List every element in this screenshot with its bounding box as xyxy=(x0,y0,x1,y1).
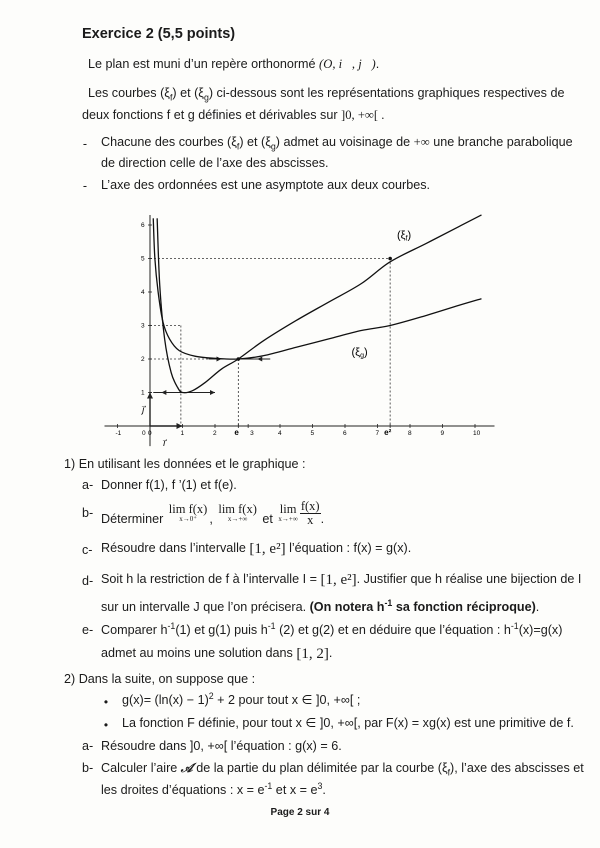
key-point xyxy=(237,357,241,361)
x-tick-label: -1 xyxy=(115,430,122,437)
x-tick-label: e xyxy=(234,428,239,437)
y-tick-label: 6 xyxy=(141,222,145,229)
intro-line-1: Le plan est muni d’un repère orthonormé (O, i⃗, j⃗). xyxy=(88,57,380,71)
unit-vector-i-label: i⃗ xyxy=(163,438,166,448)
y-tick-label: 3 xyxy=(141,322,145,330)
curve-g xyxy=(153,218,481,359)
q2-b-line-1: Calculer l’aire 𝒜 de la partie du plan délimitée par la courbe $(\xi_f)$, l’axe des abscisses et xyxy=(101,761,584,778)
bullet-1-line-1: Chacune des courbes $(\xi_f)$ et $(\xi_g)$ admet au voisinage de +∞ une branche parabolique xyxy=(101,135,573,152)
unit-vector-j-arrow xyxy=(147,393,153,399)
x-tick-label: 3 xyxy=(250,430,254,437)
x-tick-label: 0 xyxy=(148,430,152,437)
unit-vector-i-arrow xyxy=(177,423,183,429)
x-tick-label: 2 xyxy=(213,430,217,437)
y-tick-label: 5 xyxy=(141,255,145,263)
intro-line-2: Les courbes $(\xi_f)$ et $(\xi_g)$ ci-dessous sont les représentations graphiques respectives de xyxy=(88,86,565,103)
graph-ticks xyxy=(116,222,481,437)
x-tick-label: 1 xyxy=(180,430,185,437)
q2-header: 2) Dans la suite, on suppose que : xyxy=(64,672,256,686)
q2-b-letter: b- xyxy=(82,761,94,775)
q1-d-line-2: sur un intervalle J que l’on précisera. (On notera $h^{-1}$ sa fonction réciproque). xyxy=(101,597,540,614)
q2-a-text: Résoudre dans ]0, +∞[ l’équation : g(x) = 6. xyxy=(101,739,342,753)
curve-label-g: (ξg) xyxy=(351,346,368,360)
x-tick-label: 6 xyxy=(343,430,347,437)
y-tick-label: 4 xyxy=(141,289,145,296)
q2-bullet-1: $g(x)= (\ln(x) - 1)^2 + 2$ pour tout x ∈ ]0, +∞[ ; xyxy=(122,690,361,707)
x-tick-label: 4 xyxy=(278,430,282,437)
tangent-arrow xyxy=(210,390,215,395)
graph-curves xyxy=(153,215,481,393)
q2-bullet-2: La fonction F définie, pour tout x ∈ ]0, +∞[, par F(x) = xg(x) est une primitive de f. xyxy=(122,716,574,730)
curve-label-f: (ξf) xyxy=(397,229,412,243)
q1-b-text: Déterminer lim f(x) x→0⁺ , lim f(x) x→+∞ et lim x→+∞ $\frac{f(x)}{x}$ . xyxy=(101,499,325,528)
q1-a-letter: a- xyxy=(82,478,94,492)
bullet-dot: • xyxy=(103,718,109,732)
x-tick-label: 10 xyxy=(473,430,481,437)
dash-marker: - xyxy=(82,137,88,151)
q2-b-line-2: les droites d’équations : $x = e^{-1}$ et $x = e^3$. xyxy=(101,780,326,797)
q1-e-letter: e- xyxy=(82,623,94,637)
tangent-arrow xyxy=(161,390,166,395)
x-tick-label: 7 xyxy=(375,430,380,437)
limit-at-infinity: lim f(x) x→+∞ xyxy=(218,502,257,523)
y-tick-label: 2 xyxy=(141,356,145,363)
limit-ratio: lim x→+∞ xyxy=(278,502,298,523)
intro-line-3: deux fonctions f et g définies et dérivables sur ]0, +∞[ . xyxy=(82,108,385,122)
x-tick-label: 5 xyxy=(310,430,315,437)
q1-c-text: Résoudre dans l’intervalle [1, e²] l’équation : f(x) = g(x). xyxy=(101,541,412,557)
graph-guides xyxy=(150,259,390,427)
key-point xyxy=(388,257,392,261)
page-footer: Page 2 sur 4 xyxy=(270,807,330,818)
curve-f xyxy=(157,215,481,393)
bullet-dot: • xyxy=(103,695,109,709)
q1-a-text: Donner f(1), f ’(1) et f(e). xyxy=(101,478,237,492)
q1-e-line-1: Comparer $h^{-1}(1)$ et g(1) puis $h^{-1}$ (2) et g(2) et en déduire que l’équation : $h^{-1}(x)=g(x)$ xyxy=(101,620,563,637)
q1-d-letter: d- xyxy=(82,574,94,588)
q2-a-letter: a- xyxy=(82,739,94,753)
x-tick-label: e² xyxy=(384,428,392,437)
origin-label: 0 xyxy=(142,430,146,437)
bullet-1-line-2: de direction celle de l’axe des abscisses. xyxy=(101,156,329,170)
q1-e-line-2: admet au moins une solution dans [1, 2]. xyxy=(101,646,333,662)
function-graph xyxy=(100,200,520,450)
bullet-2-line-1: L’axe des ordonnées est une asymptote aux deux courbes. xyxy=(101,178,431,192)
limit-at-zero: lim f(x) x→0⁺ xyxy=(168,502,208,523)
y-tick-label: 1 xyxy=(141,389,145,397)
q1-d-line-1: Soit h la restriction de f à l’intervalle I = [1, e²]. Justifier que h réalise une bijection de I xyxy=(101,572,582,588)
unit-vector-j-label: j⃗ xyxy=(142,404,145,415)
x-tick-label: 9 xyxy=(440,430,445,437)
q1-b-letter: b- xyxy=(82,506,94,520)
q1-c-letter: c- xyxy=(82,543,93,557)
q1-header: 1) En utilisant les données et le graphique : xyxy=(64,457,306,471)
dash-marker: - xyxy=(82,179,88,193)
x-tick-label: 8 xyxy=(408,430,412,437)
exercise-title: Exercice 2 (5,5 points) xyxy=(82,26,236,42)
